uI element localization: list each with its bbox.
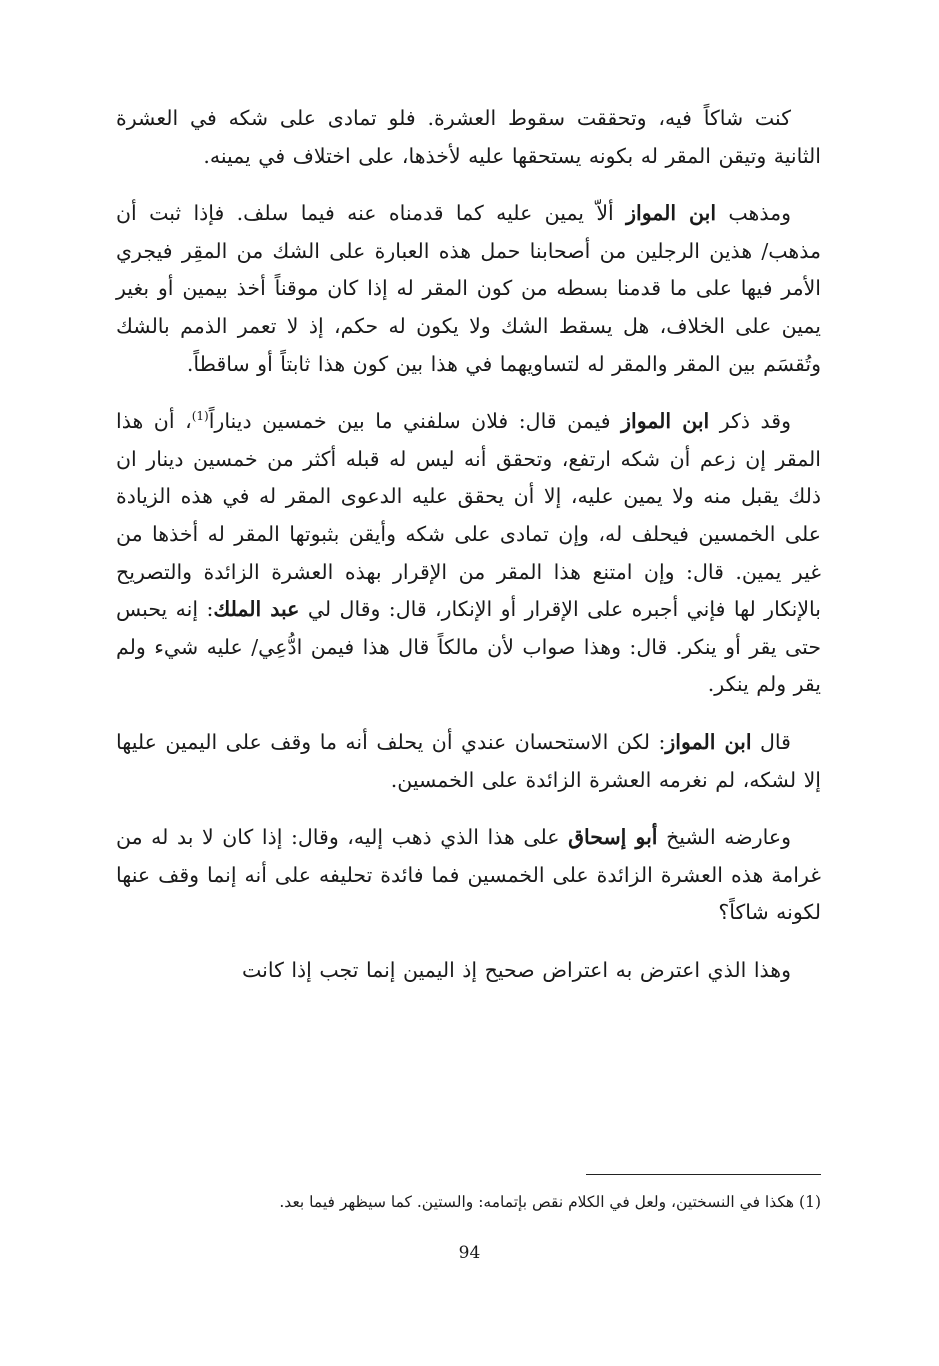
footnote-reference: (1) [191, 409, 209, 424]
paragraph-1 [116, 100, 821, 175]
paragraph-1-text: كنت شاكاً فيه، وتحققت سقوط العشرة. فلو تمادى على شكه في العشرة الثانية وتيقن المقر له بكونه يستحقها عليه لأخذها، على اختلاف في يمينه. [116, 106, 821, 168]
paragraph-3-text-f: : إنه يحبس حتى يقر أو ينكر. قال: وهذا صواب لأن مالكاً قال هذا فيمن ادُّعِي/ عليه شيء ولم يقر ولم ينكر. [116, 597, 821, 697]
paragraph-2 [116, 195, 821, 383]
paragraph-3 [116, 403, 821, 704]
author-name-abd-al-malik: عبد الملك [213, 597, 300, 622]
author-name-ibn-al-mawwaz: ابن المواز [626, 201, 717, 226]
paragraph-4-text-a: قال [760, 729, 791, 754]
paragraph-2-text-c: ألاّ يمين عليه كما قدمناه عنه فيما سلف. فإذا ثبت أن مذهب/ هذين الرجلين من أصحابنا حمل هذه العبارة على الشك من المقِر فيجري الأمر فيها على ما قدمنا بسطه من كون المقر له إذا كان موقناً أخذ بيمين أو بغير يمين على الخلاف، هل يسقط الشك ولا يكون له حكم، إذ لا تعمر الذمم بالشك وتُقسَم بين المقر والمقر له لتساويهما في هذا بين كون هذا ثابتاً أو ساقطاً. [116, 201, 821, 376]
author-name-abu-ishaq: أبو إسحاق [568, 825, 658, 850]
paragraph-5-text-c: على هذا الذي ذهب إليه، وقال: إذا كان لا بد له من غرامة هذه العشرة الزائدة على الخمسين فما فائدة تحليفه على أنه إنما وقف عنها لكونه شاكاً؟ [116, 825, 821, 925]
paragraph-6-text: وهذا الذي اعترض به اعتراض صحيح إذ اليمين إنما تجب إذا كانت [242, 957, 791, 982]
paragraph-3-text-a: وقد ذكر [719, 409, 791, 434]
paragraph-5 [116, 819, 821, 932]
paragraph-2-text-a: ومذهب [728, 201, 791, 226]
paragraph-5-text-a: وعارضه الشيخ [666, 825, 791, 850]
author-name-ibn-al-mawwaz: ابن المواز [665, 729, 752, 754]
paragraph-4 [116, 724, 821, 799]
paragraph-6 [116, 952, 821, 990]
paragraph-3-text-c: فيمن قال: فلان سلفني ما بين خمسين ديناراً [208, 409, 611, 434]
page-number: 94 [458, 1243, 481, 1263]
page-body [116, 100, 821, 1009]
author-name-ibn-al-mawwaz: ابن المواز [621, 409, 710, 434]
footnote-divider [586, 1174, 821, 1175]
footnote: (1) هكذا في النسختين، ولعل في الكلام نقص بإتمامه: والستين. كما سيظهر فيما بعد. [279, 1193, 821, 1211]
paragraph-4-text-c: : لكن الاستحسان عندي أن يحلف أنه ما وقف على اليمين عليها إلا لشكه، لم نغرمه العشرة الزائدة على الخمسين. [116, 729, 821, 792]
paragraph-3-text-d: ، أن هذا المقر إن زعم أن شكه ارتفع، وتحقق أنه ليس له قبله أكثر من خمسين دينار ان ذلك يقبل منه ولا يمين عليه، إلا أن يحقق عليه الدعوى المقر له في هذه الزيادة على الخمسين فيحلف له، وإن تمادى على شكه وأيقن بثبوتها المقر له أخذها من غير يمين. قال: وإن امتنع هذا المقر من الإقرار بهذه العشرة الزائدة والتصريح بالإنكار لها فإني أجبره على الإقرار أو الإنكار، قال: وقال لي [116, 409, 821, 622]
